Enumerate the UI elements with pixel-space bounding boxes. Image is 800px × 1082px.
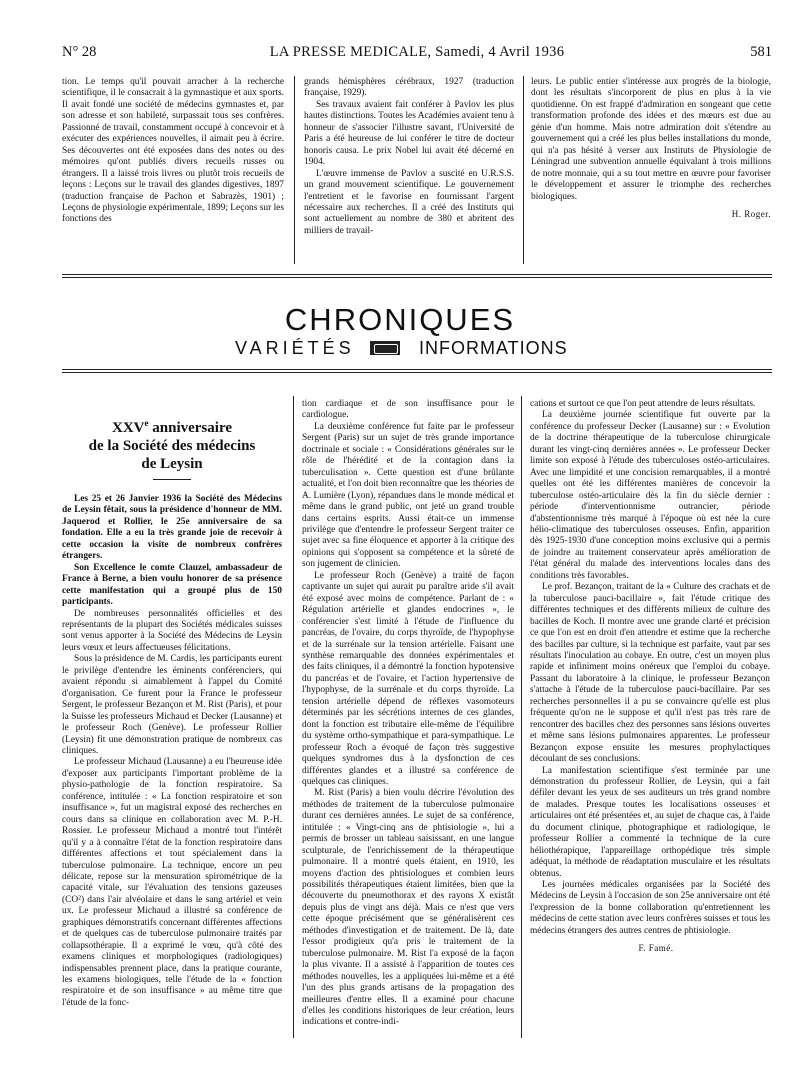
top-column-2 — [304, 77, 514, 267]
paragraph: Le prof. Bezançon, traitant de la « Culture des crachats et de la tuberculose pauci-bacillaire », fait l'étude critique des différentes techniques et des différents milieux de culture des bacilles de Koch. Il montre avec une grande clarté et précision ce que l'on est en droit d'en attendre et estime que la recherche des bacilles par culture, si la technique est parfaite, vaut par ses résultats l'inoculation au cobaye. En outre, c'est un moyen plus rapide et infiniment moins onéreux que l'emploi du cobaye. Passant du laboratoire à la clinique, le professeur Bezançon s'attache à l'étude de la tuberculose pauci-bacillaire. Par ses recherches personnelles il a pu se convaincre qu'elle est plus fréquente qu'on ne le suppose et qu'il n'est pas très rare de rencontrer des bacilles chez des personnes sans lésions ouvertes et même sans lésions pulmonaires apparentes. Le professeur Bezançon expose ensuite les mesures prophylactiques découlant de ses conclusions. — [530, 582, 770, 765]
paragraph: Ses travaux avaient fait conférer à Pavlov les plus hautes distinctions. Toutes les Académies avaient tenu à honneur de s'associer l'illustre savant, l'Université de Paris a été heureuse de lui conférer le titre de docteur honoris causa. Le prix Nobel lui avait été décerné en 1904. — [304, 99, 514, 168]
journal-title: LA PRESSE MEDICALE, Samedi, 4 Avril 1936 — [269, 44, 565, 60]
top-column-3 — [531, 77, 771, 267]
separator-rule — [62, 277, 772, 278]
page-number: 581 — [750, 44, 772, 60]
section-left: VARIÉTÉS — [235, 338, 355, 358]
section-right: INFORMATIONS — [419, 338, 568, 358]
title-rest: anniversaire — [148, 420, 232, 436]
signature: H. Roger. — [731, 208, 771, 219]
paragraph: tion cardiaque et de son insuffisance pour le cardiologue. — [302, 399, 514, 421]
title-line3: de Leysin — [141, 456, 203, 472]
paragraph: grands hémisphères cérébraux, 1927 (traduction française, 1929). — [304, 77, 514, 99]
paragraph: Sous la présidence de M. Cardis, les participants eurent le privilège d'entendre les éminents conférenciers, qui avaient répondu si aimablement à l'appel du Comité d'organisation. Ce furent pour la France le professeur Sergent, le professeur Bezançon et M. Rist (Paris), et pour la Suisse les professeurs Michaud et Decker (Lausanne) et le professeur Roch (Genève). Le professeur Rollier (Leysin) fit une démonstration pratique de nombreux cas cliniques. — [62, 654, 282, 756]
title-line2: de la Société des médecins — [88, 438, 256, 454]
paragraph: cations et surtout ce que l'on peut attendre de leurs résultats. — [530, 399, 756, 409]
column-rule — [293, 396, 294, 1038]
paragraph: La manifestation scientifique s'est terminée par une démonstration du professeur Rollier, de Leysin, qui a fait défiler devant les yeux de ses auditeurs un très grand nombre de malades. Presque toutes les localisations osseuses et articulaires ont été présentées et, au sujet de chaque cas, à l'aide du document clinique, photographique et radiologique, le professeur Rollier a commenté la technique de la cure héliothérapique, l'appareillage orthopédique très simple adéquat, la méthode de réadaptation musculaire et les résultats obtenus. — [530, 765, 770, 879]
paragraph: L'œuvre immense de Pavlov a suscité en U.R.S.S. un grand mouvement scientifique. Le gouvernement l'entretient et le favorise en fournissant l'argent nécessaire aux recherches. Il a créé des Instituts qui sont actuellement au nombre de 380 et abritent des milliers de travail- — [304, 168, 514, 236]
separator-rule — [62, 274, 772, 275]
article-column-2 — [302, 399, 514, 1037]
paragraph: M. Rist (Paris) a bien voulu décrire l'évolution des méthodes de traitement de la tuberculose pulmonaire durant ces dernières années. Le sujet de sa conférence, intitulée : « Vingt-cinq ans de phtisiologie », lui a permis de brosser un tableau saisissant, en une langue sculpturale, de l'enrichissement de la thérapeutique pulmonaire. Il a montré quels étaient, en 1910, les moyens d'action des phtisiologues et combien leurs possibilités thérapeutiques étaient limitées, bien que la découverte du pneumothorax et des rayons X existât depuis plus de vingt ans déjà. Mais ce n'est que vers cette époque précisément que se généralisèrent ces méthodes d'investigation et de traitement. De là, date l'essor prodigieux qu'a pris le traitement de la tuberculose pulmonaire. M. Rist l'a exposé de la façon la plus vivante. Il a assisté à l'apparition de toutes ces méthodes nouvelles, les a appliquées lui-même et a été l'un des plus grands artisans de la propagation des meilleures d'entre elles. Il a examiné pour chacune d'elles les conditions historiques de leur création, leurs indications et contre-indi- — [302, 788, 514, 1028]
article-column-1 — [62, 414, 282, 1034]
column-rule — [294, 76, 295, 264]
ornament-icon — [370, 341, 400, 355]
title-sup: e — [144, 418, 149, 428]
paragraph: Le professeur Michaud (Lausanne) a eu l'heureuse idée d'exposer aux participants l'important problème de la physio-pathologie de la fonction respiratoire. Sa conférence, intitulée : « La fonction respiratoire et son insuffisance », fut un magistral exposé des recherches en cours dans sa clinique en collaboration avec M. P.-H. Rossier. Le professeur Michaud a montré tout l'intérêt qu'il y a à connaître l'état de la fonction respiratoire dans différentes affections et tout spécialement dans la tuberculose pulmonaire. La technique, encore un peu délicate, repose sur la mensuration spirométrique de la capacité vitale, sur l'évaluation des tensions gazeuses (CO²) dans l'air alvéolaire et dans le sang artériel et vein ux. Le professeur Michaud a illustré sa conférence de graphiques démonstratifs concernant différentes affections et de quelques cas de tuberculose pulmonaire traités par collapsothérapie. Il a exprimé le vœu, qu'à côté des examens cliniques et morphologiques (radiologiques) indispensables prennent place, dans la pratique courante, les examens biologiques, telle l'étude de la « fonction respiratoire et de son insuffisance » au même titre que l'étude de la fonc- — [62, 757, 282, 1008]
paragraph: tion. Le temps qu'il pouvait arracher à la recherche scientifique, il le consacrait à la gymnastique et aux sports. Il avait fondé une société de médecins gymnastes et, par son adresse et son habileté, surpassait tous ses confrères. Passionné de travail, constamment occupé à concevoir et à exécuter des expériences nouvelles, il aimait peu à écrire. Ses découvertes ont été exposées dans des notes ou des mémoires qu'ont publiés divers recueils russes ou étrangers. Il a laissé trois livres ou plutôt trois recueils de leçons : Leçons sur le travail des glandes digestives, 1897 (traduction française de Pachon et Sabrazès, 1901) ; Leçons de physiologie expérimentale, 1899; Leçons sur les fonctions des — [62, 77, 284, 225]
title-prefix: XXV — [112, 420, 145, 436]
running-header — [62, 44, 772, 66]
signature: F. Famé. — [638, 943, 674, 954]
article-column-3 — [530, 399, 770, 1041]
top-column-1 — [62, 77, 284, 267]
paragraph: Les journées médicales organisées par la Société des Médecins de Leysin à l'occasion de son 25e anniversaire ont été l'expression de la bonne collaboration qu'entretiennent les médecins de cette station avec leurs confrères suisses et tous les médecins étrangers des autres centres de phtisiologie. — [530, 880, 770, 936]
paragraph: Le professeur Roch (Genève) a traité de façon captivante un sujet qui aurait pu paraître aride s'il avait été exposé avec moins de compétence. Parlant de : « Régulation artérielle et glandes endocrines », le conférencier s'est limité à l'étude de l'influence du pancréas, de l'ovaire, du corps thyroïde, de l'hypophyse et de la surrénale sur la tension artérielle. Faisant une synthèse remarquable des données expérimentales et des faits cliniques, il a démontré la fonction hypotensive du pancréas et de l'ovaire, et l'action hypertensive de l'hypophyse, de la surrénale et du corps thyroïde. La tension artérielle dépend de réflexes vasomoteurs déterminés par les sécrétions internes de ces glandes, dont la fonction est tributaire elle-même de l'équilibre du système ortho-sympathique et para-sympathique. Le professeur Roch a évoqué de façon très suggestive quelques syndromes dus à la dysfonction de ces différentes glandes et a illustré sa conférence de quelques cas cliniques. — [302, 570, 514, 787]
paragraph: De nombreuses personnalités officielles et des représentants de la plupart des Sociétés médicales suisses sont venus apporter à la Société des Médecins de Leysin leurs vœux et leurs affectueuses félicitations. — [62, 608, 282, 653]
section-subtitle — [235, 338, 595, 360]
paragraph: La deuxième conférence fut faite par le professeur Sergent (Paris) sur un sujet de très grande importance doctrinale et sociale : « Considérations générales sur le rôle de l'hérédité et de la contagion dans la tuberculisation ». Cette question est d'une brûlante actualité, et l'on doit bien reconnaître que les théories de A. Lumière (Lyon), répandues dans le monde médical et même dans le grand public, ont jeté un grand trouble dans certains esprits. Aussi était-ce un immense privilège que d'entendre le professeur Sergent traiter ce sujet avec sa fine éloquence et apporter à la critique des opinions qui s'opposent sa compétence et la sûreté de son jugement de clinicien. — [302, 421, 514, 570]
separator-rule — [62, 372, 772, 373]
title-dash — [153, 479, 191, 480]
article-title — [62, 414, 282, 473]
section-title: CHRONIQUES — [284, 302, 516, 337]
issue-number: N° 28 — [62, 44, 97, 60]
paragraph: Les 25 et 26 Janvier 1936 la Société des Médecins de Leysin fêtait, sous la présidence d'honneur de MM. Jaquerod et Rollier, le 25e anniversaire de sa fondation. Elle a eu la très grande joie de recevoir à cette occasion la visite de nombreux confrères étrangers. — [62, 494, 282, 562]
paragraph: leurs. Le public entier s'intéresse aux progrès de la biologie, dont les résultats s'incorporent de plus en plus à la vie quotidienne. On est frappé d'admiration en songeant que cette transformation profonde des idées et des mœurs est due au génie d'un homme. Mais notre admiration doit s'étendre au gouvernement qui a créé les plus belles installations du monde, qui n'a pas hésité à verser aux Instituts de Physiologie de Léningrad une subvention annuelle équivalant à trois millions de notre monnaie, qui a su tout mettre en œuvre pour favoriser le développement et assurer le triomphe des recherches biologiques. — [531, 77, 771, 202]
column-rule — [523, 76, 524, 264]
separator-rule — [62, 369, 772, 370]
paragraph: Son Excellence le comte Clauzel, ambassadeur de France à Berne, a bien voulu honorer de sa présence cette manifestation qui a groupé plus de 150 participants. — [62, 562, 282, 608]
column-rule — [521, 396, 522, 1038]
paragraph: La deuxième journée scientifique fut ouverte par la conférence du professeur Decker (Lausanne) sur : « Evolution de la doctrine thérapeutique de la tuberculose chirurgicale durant les vingt-cinq dernières années ». Le professeur Decker limite son exposé à l'étude des tuberculoses ostéo-articulaires. Avec une limpidité et une concision remarquables, il a montré quelles ont été les différentes manières de concevoir la tuberculose ostéo-articulaire dès la fin du siècle dernier : période d'interventionnisme outrancier, période d'abstentionnisme très marqué à l'époque où est née la cure hélio-climatique des tuberculoses osseuses. Enfin, apparition dès 1925-1930 d'une conception moins exclusive qui a permis de joindre au traitement conservateur après amélioration de l'état général du malade des interventions locales dans des conditions très favorables. — [530, 410, 770, 581]
